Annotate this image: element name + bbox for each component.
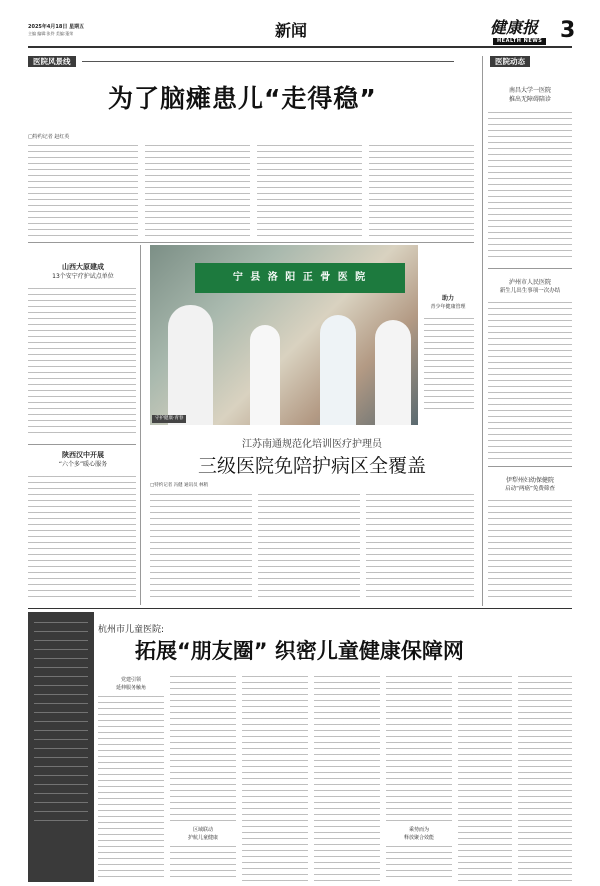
bottom-column-5 (386, 676, 452, 821)
bottom-subhead-1a: 党建引领 (120, 677, 141, 683)
main-story-column-3 (257, 145, 362, 237)
photo-caption-title-line2: 青少年健康管理 (430, 304, 466, 310)
bottom-subhead-3b: 释放聚合效能 (403, 835, 434, 841)
feature-column-2 (258, 494, 360, 602)
left-story-1-body (28, 288, 136, 436)
left-story-2-title-line2: “六个多”暖心服务 (58, 461, 108, 468)
column-tag-hospital-scenes: 医院风景线 (28, 56, 76, 67)
bottom-column-2-tail (170, 846, 236, 882)
left-column-divider (140, 245, 141, 605)
paper-subtitle: HEALTH NEWS (493, 38, 546, 45)
photo-label: 守护健康·青春 (152, 415, 186, 423)
photo-caption-body (424, 318, 474, 413)
photo-figure-student-2 (320, 315, 356, 425)
right-story-3-body (488, 500, 572, 602)
right-story-3-title-line1: 伊犁州妇幼保健院 (505, 477, 554, 484)
page-number: 3 (560, 18, 576, 43)
feature-column-1 (150, 494, 252, 602)
bottom-column-2 (170, 676, 236, 821)
issue-date: 2025年4月18日 星期五 (28, 24, 85, 30)
bottom-column-3 (242, 676, 308, 882)
left-story-2-title-line1: 陕西汉中开展 (62, 451, 104, 459)
feature-headline: 三级医院免陪护病区全覆盖 (197, 455, 426, 477)
feature-column-3 (366, 494, 474, 602)
right-story-2-body (488, 302, 572, 462)
right-story-2-title-line2: 新生儿出生事项一次办结 (499, 288, 561, 294)
bottom-kicker: 杭州市儿童医院: (98, 625, 165, 635)
main-story-column-2 (145, 145, 250, 237)
bottom-column-1 (98, 696, 164, 882)
bottom-headline: 拓展“朋友圈” 织密儿童健康保障网 (135, 639, 464, 663)
right-story-1-title-line1: 南昌大学一医院 (508, 87, 551, 94)
right-story-rule-2 (488, 466, 572, 467)
photo-figure-student-1 (250, 325, 280, 425)
feature-kicker: 江苏南通规范化培训医疗护理员 (242, 439, 382, 450)
feature-byline: □特约记者 冯健 通讯员 林稍 (150, 483, 209, 488)
photo-banner: 宁 县 洛 阳 正 骨 医 院 (195, 263, 405, 293)
bottom-column-5-tail (386, 846, 452, 882)
right-column-divider (482, 56, 483, 606)
bottom-subhead-3a: 乘势而为 (408, 827, 429, 833)
photo-caption-title-line1: 助力 (441, 295, 454, 302)
news-photo (150, 245, 418, 425)
editor-credit: 主编 编辑:张伶 美编:蓬荣 (28, 31, 74, 36)
right-story-1-title-line2: 推出无障碍陪诊 (508, 96, 551, 103)
tag-rule (82, 61, 454, 62)
bottom-subhead-2a: 区域联动 (192, 827, 213, 833)
column-tag-hospital-news: 医院动态 (490, 56, 530, 67)
main-story-column-1 (28, 145, 138, 237)
left-story-1-title-line1: 山西大原建成 (62, 263, 104, 271)
main-story-column-4 (369, 145, 474, 237)
photo-figure-student-3 (375, 320, 411, 425)
bottom-column-7 (518, 676, 572, 882)
masthead-rule (28, 46, 572, 48)
main-story-rule (28, 242, 474, 243)
right-story-3-title-line2: 启动“两癌”免费筛查 (505, 486, 555, 492)
left-story-rule (28, 444, 136, 445)
photo-figure-doctor (168, 305, 213, 425)
left-story-2-body (28, 476, 136, 600)
bottom-column-4 (314, 676, 380, 882)
right-story-1-body (488, 112, 572, 262)
bottom-column-6 (458, 676, 512, 882)
main-byline: □特约记者 赵红英 (28, 134, 70, 140)
left-story-1-title-line2: 13个安宁疗护试点单位 (52, 273, 114, 280)
right-story-rule-1 (488, 268, 572, 269)
bottom-section-rule (28, 608, 572, 609)
sidebar-quote-box (28, 612, 94, 882)
paper-logo: 健康报 (490, 18, 539, 37)
bottom-subhead-1b: 延伸服务触角 (115, 685, 146, 691)
sidebar-quote-text (34, 622, 88, 822)
main-headline: 为了脑瘫患儿“走得稳” (108, 84, 377, 113)
bottom-subhead-2b: 护航儿童健康 (187, 835, 218, 841)
right-story-2-title-line1: 泸州市人民医院 (508, 279, 551, 286)
section-title: 新闻 (275, 21, 308, 40)
